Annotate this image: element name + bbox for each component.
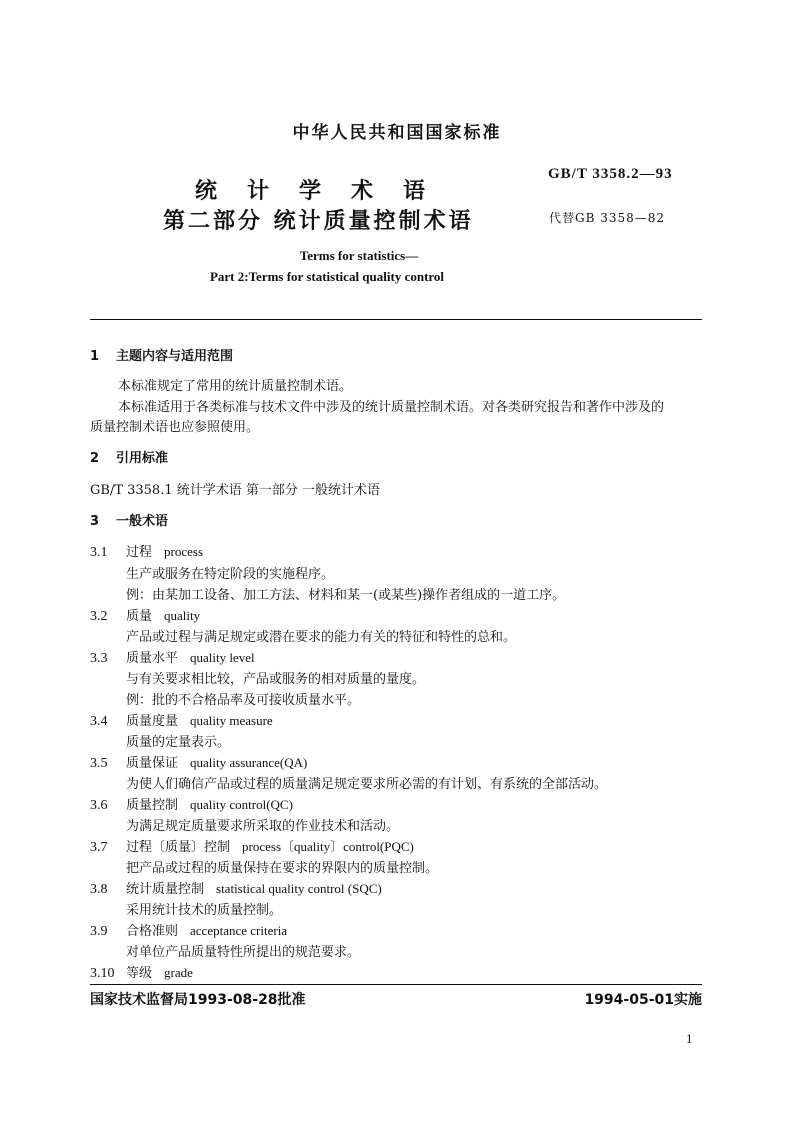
term-definition: 对单位产品质量特性所提出的规范要求。 xyxy=(126,945,361,960)
footer-divider xyxy=(90,984,702,985)
term-english: quality level xyxy=(190,650,255,665)
term-heading xyxy=(90,605,200,625)
term-definition: 为使人们确信产品或过程的质量满足规定要求所必需的有计划、有系统的全部活动。 xyxy=(126,777,608,792)
normative-reference: GB/T 3358.1 统计学术语 第一部分 一般统计术语 xyxy=(90,483,381,498)
header-divider xyxy=(90,319,702,320)
term-definition: 质量的定量表示。 xyxy=(126,735,231,750)
term-example: 例：批的不合格品率及可接收质量水平。 xyxy=(126,693,361,708)
paragraph: 本标准规定了常用的统计质量控制术语。 xyxy=(118,379,353,394)
term-english: statistical quality control (SQC) xyxy=(216,881,382,896)
term-chinese: 过程〔质量〕控制 xyxy=(126,840,231,855)
national-standard-heading: 中华人民共和国国家标准 xyxy=(292,123,502,143)
term-heading xyxy=(90,541,203,561)
term-chinese: 质量度量 xyxy=(126,714,179,729)
term-english: quality assurance(QA) xyxy=(190,755,308,770)
term-heading xyxy=(90,710,273,730)
section-2-heading xyxy=(90,447,168,466)
section-number: 1 xyxy=(90,349,100,364)
section-title: 主题内容与适用范围 xyxy=(116,349,234,364)
term-definition: 把产品或过程的质量保持在要求的界限内的质量控制。 xyxy=(126,861,439,876)
term-english: grade xyxy=(164,965,193,980)
section-1-heading xyxy=(90,345,233,364)
page-number: 1 xyxy=(686,1031,693,1046)
section-3-heading xyxy=(90,510,168,529)
term-chinese: 合格准则 xyxy=(126,924,179,939)
term-definition: 为满足规定质量要求所采取的作业技术和活动。 xyxy=(126,819,400,834)
term-english: process xyxy=(164,544,204,559)
term-chinese: 质量控制 xyxy=(126,798,179,813)
term-number: 3.1 xyxy=(90,545,108,560)
term-number: 3.2 xyxy=(90,609,108,624)
replaces-code: 代替GB 3358—82 xyxy=(549,211,666,225)
term-heading xyxy=(90,878,382,898)
term-number: 3.7 xyxy=(90,840,108,855)
term-number: 3.3 xyxy=(90,651,108,666)
term-chinese: 过程 xyxy=(126,545,153,560)
paragraph: 本标准适用于各类标准与技术文件中涉及的统计质量控制术语。对各类研究报告和著作中涉及的 xyxy=(118,400,665,415)
term-chinese: 质量保证 xyxy=(126,756,179,771)
term-number: 3.5 xyxy=(90,756,108,771)
term-number: 3.10 xyxy=(90,966,115,981)
term-heading xyxy=(90,836,414,856)
paragraph-continuation: 质量控制术语也应参照使用。 xyxy=(90,420,260,435)
effective-date: 1994-05-01实施 xyxy=(584,992,702,1008)
section-title: 引用标准 xyxy=(116,451,169,466)
term-english: quality control(QC) xyxy=(190,797,293,812)
term-heading xyxy=(90,752,307,772)
term-heading xyxy=(90,962,193,982)
term-chinese: 等级 xyxy=(126,966,153,981)
term-chinese: 质量 xyxy=(126,609,153,624)
english-title: Terms for statistics— xyxy=(299,248,419,263)
section-number: 2 xyxy=(90,451,100,466)
term-english: quality xyxy=(164,608,201,623)
term-number: 3.6 xyxy=(90,798,108,813)
term-chinese: 统计质量控制 xyxy=(126,882,205,897)
approval-date: 国家技术监督局1993-08-28批准 xyxy=(90,992,306,1008)
term-definition: 产品或过程与满足规定或潜在要求的能力有关的特征和特性的总和。 xyxy=(126,630,517,645)
term-definition: 与有关要求相比较，产品或服务的相对质量的量度。 xyxy=(126,672,426,687)
term-english: quality measure xyxy=(190,713,273,728)
term-number: 3.9 xyxy=(90,924,108,939)
term-english: acceptance criteria xyxy=(190,923,288,938)
term-english: process〔quality〕control(PQC) xyxy=(242,839,414,854)
term-example: 例：由某加工设备、加工方法、材料和某一(或某些)操作者组成的一道工序。 xyxy=(126,588,566,603)
term-chinese: 质量水平 xyxy=(126,651,179,666)
term-definition: 采用统计技术的质量控制。 xyxy=(126,903,283,918)
section-number: 3 xyxy=(90,514,100,529)
term-heading xyxy=(90,647,255,667)
term-heading xyxy=(90,920,287,940)
term-number: 3.4 xyxy=(90,714,108,729)
term-heading xyxy=(90,794,293,814)
term-definition: 生产或服务在特定阶段的实施程序。 xyxy=(126,567,335,582)
standard-code: GB/T 3358.2—93 xyxy=(548,166,673,182)
term-number: 3.8 xyxy=(90,882,108,897)
document-title: 统计学术语 xyxy=(195,179,456,204)
document-subtitle: 第二部分 统计质量控制术语 xyxy=(163,209,474,234)
section-title: 一般术语 xyxy=(116,514,169,529)
english-subtitle: Part 2:Terms for statistical quality control xyxy=(209,269,445,284)
